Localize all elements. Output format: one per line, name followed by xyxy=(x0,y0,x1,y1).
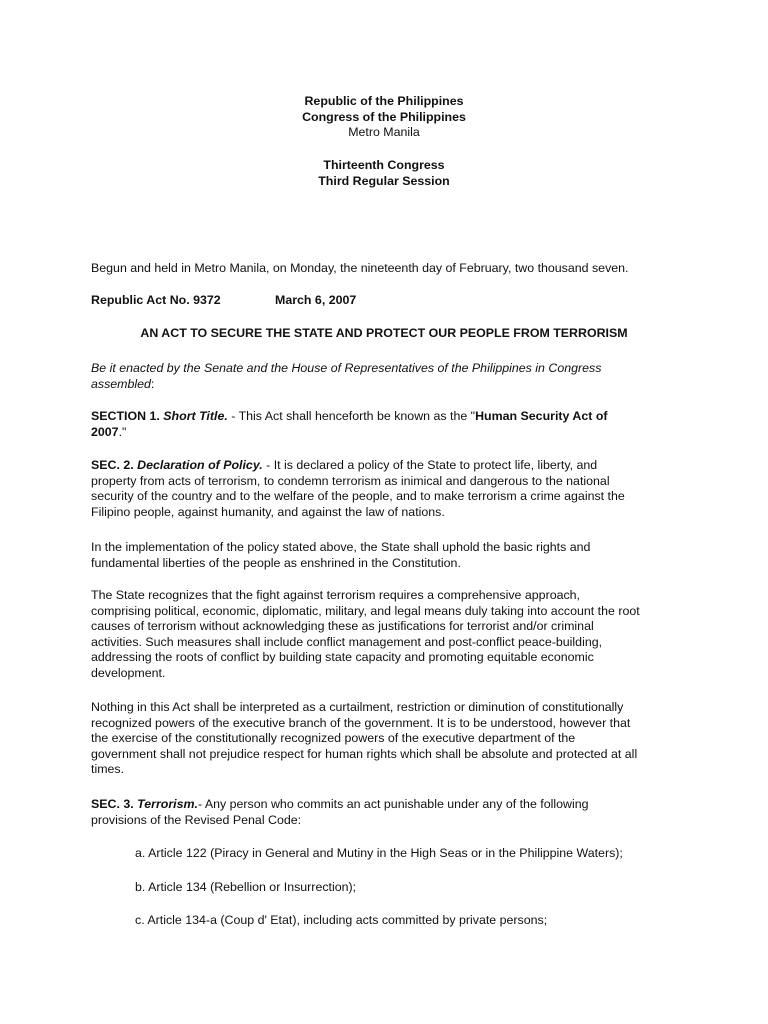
approach-line-6: development. xyxy=(91,665,166,680)
header-congress: Congress of the Philippines xyxy=(302,110,466,124)
nothing-line-4: government shall not prejudice respect for human rights which shall be absolute and protected at all xyxy=(91,746,638,761)
section-2-line-3: security of the country and to the welfare of the people, and to make terrorism a crime against the xyxy=(91,489,625,504)
paragraph-approach xyxy=(91,588,691,682)
act-title: AN ACT TO SECURE THE STATE AND PROTECT OUR PEOPLE FROM TERRORISM xyxy=(140,326,628,340)
section-1 xyxy=(91,409,691,440)
section-1-heading: Short Title. xyxy=(163,409,228,423)
section-2-line-4: Filipino people, against humanity, and against the law of nations. xyxy=(91,504,445,519)
enacting-colon: : xyxy=(150,376,155,391)
act-date: March 6, 2007 xyxy=(275,293,357,307)
section-2 xyxy=(91,458,691,520)
header-location: Metro Manila xyxy=(348,125,420,139)
section-1-text: - This Act shall henceforth be known as the " xyxy=(227,409,476,423)
enacting-line-2: assembled xyxy=(91,376,151,391)
section-3-line-2: provisions of the Revised Penal Code: xyxy=(91,812,302,827)
list-item-a: a. Article 122 (Piracy in General and Mutiny in the High Seas or in the Philippine Waters); xyxy=(135,846,623,860)
section-1-label: SECTION 1. xyxy=(91,409,164,423)
rights-line-2: fundamental liberties of the people as enshrined in the Constitution. xyxy=(91,555,461,570)
approach-line-4: activities. Such measures shall include conflict management and post-conflict peace-building, xyxy=(91,634,603,649)
enacting-line-1: Be it enacted by the Senate and the House of Representatives of the Philippines in Congress xyxy=(91,361,602,375)
enacting-clause xyxy=(91,361,691,392)
paragraph-rights xyxy=(91,540,691,571)
header-republic: Republic of the Philippines xyxy=(304,94,464,108)
approach-line-1: The State recognizes that the fight against terrorism requires a comprehensive approach, xyxy=(91,588,581,602)
act-number: Republic Act No. 9372 xyxy=(91,293,221,307)
approach-line-2: comprising political, economic, diplomatic, military, and legal means duly taking into account the root xyxy=(91,603,640,618)
begun-text: Begun and held in Metro Manila, on Monday, the nineteenth day of February, two thousand seven. xyxy=(91,261,629,275)
header-congress-number: Thirteenth Congress xyxy=(323,158,445,172)
section-3 xyxy=(91,797,691,828)
nothing-line-5: times. xyxy=(91,762,125,777)
section-1-name-part1: Human Security Act of xyxy=(475,409,608,423)
begun-statement xyxy=(91,261,691,277)
approach-line-5: addressing the roots of conflict by building state capacity and promoting equitable economic xyxy=(91,650,594,665)
header-session: Third Regular Session xyxy=(318,174,450,188)
section-3-label: SEC. 3. xyxy=(91,797,138,811)
section-3-line-1: - Any person who commits an act punishable under any of the following xyxy=(197,797,589,811)
paragraph-nothing xyxy=(91,700,691,778)
nothing-line-2: recognized powers of the executive branch of the government. It is to be understood, however that xyxy=(91,715,631,730)
section-1-closing: ." xyxy=(118,424,127,439)
list-item-b: b. Article 134 (Rebellion or Insurrection); xyxy=(135,880,357,894)
approach-line-3: causes of terrorism without acknowledging these as justifications for terrorist and/or criminal xyxy=(91,619,594,634)
section-1-name-part2: 2007 xyxy=(91,424,119,439)
section-2-label: SEC. 2. xyxy=(91,458,138,472)
nothing-line-1: Nothing in this Act shall be interpreted as a curtailment, restriction or diminution of constitutionally xyxy=(91,700,624,714)
section-2-heading: Declaration of Policy. xyxy=(137,458,263,472)
section-3-heading: Terrorism. xyxy=(137,797,198,811)
nothing-line-3: the exercise of the constitutionally recognized powers of the executive department of the xyxy=(91,731,576,746)
section-2-line-1: - It is declared a policy of the State to protect life, liberty, and xyxy=(262,458,598,472)
list-item-c: c. Article 134-a (Coup d' Etat), including acts committed by private persons; xyxy=(135,913,548,927)
rights-line-1: In the implementation of the policy stated above, the State shall uphold the basic rights and xyxy=(91,540,591,554)
section-2-line-2: property from acts of terrorism, to condemn terrorism as inimical and dangerous to the national xyxy=(91,473,610,488)
